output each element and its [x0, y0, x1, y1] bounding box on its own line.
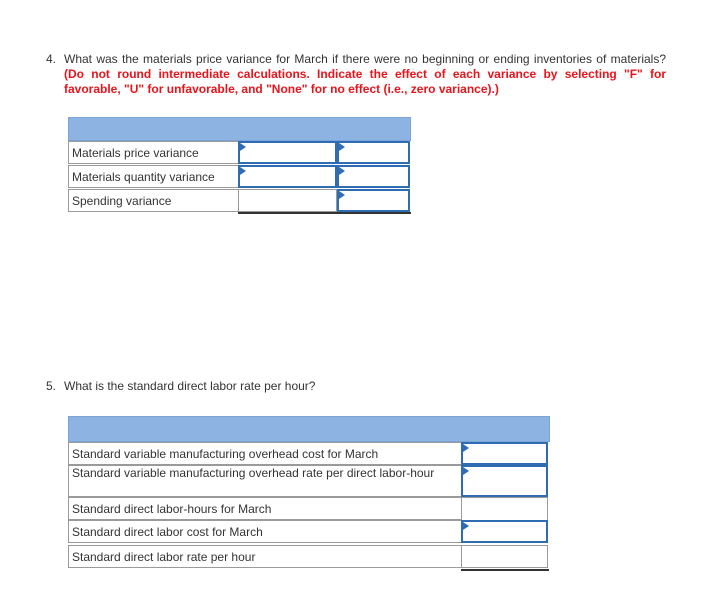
table-row [68, 442, 550, 466]
input-flag-icon [463, 522, 469, 530]
table-row [68, 141, 411, 165]
std-direct-labor-rate-input[interactable] [461, 545, 548, 568]
row-label-std-var-mfg-overhead-cost: Standard variable manufacturing overhead cost for March [68, 442, 461, 465]
labor-rate-table-header [68, 416, 550, 442]
question-5 [46, 379, 666, 394]
input-flag-icon [339, 143, 345, 151]
question-5-number: 5. [46, 379, 57, 393]
variance-table-header [68, 117, 411, 141]
table-bottom-rule [238, 212, 411, 214]
input-flag-icon [463, 467, 469, 475]
table-row [68, 497, 550, 521]
input-flag-icon [339, 167, 345, 175]
input-flag-icon [463, 444, 469, 452]
row-label-spending-variance: Spending variance [68, 189, 238, 212]
materials-price-variance-amount-input[interactable] [238, 141, 337, 164]
input-flag-icon [339, 191, 345, 199]
question-4 [46, 52, 666, 97]
row-label-std-direct-labor-hours: Standard direct labor-hours for March [68, 497, 461, 520]
spending-variance-amount-input[interactable] [238, 189, 337, 212]
input-flag-icon [240, 167, 246, 175]
row-label-std-var-mfg-overhead-rate: Standard variable manufacturing overhead rate per direct labor-hour [68, 465, 461, 497]
input-flag-icon [240, 143, 246, 151]
std-direct-labor-hours-input[interactable] [461, 497, 548, 520]
spending-variance-effect-select[interactable] [337, 189, 410, 212]
materials-quantity-variance-effect-select[interactable] [337, 165, 410, 188]
table-row [68, 189, 411, 213]
labor-rate-table [68, 416, 550, 574]
row-label-std-direct-labor-cost: Standard direct labor cost for March [68, 520, 461, 543]
question-4-instruction: (Do not round intermediate calculations. Indicate the effect of each variance by selecting "F" for favorable, "U" for unfavorable, and "None" for no effect (i.e., zero variance).) [64, 67, 666, 96]
table-row [68, 520, 550, 544]
variance-table [68, 117, 411, 215]
question-5-prompt: What is the standard direct labor rate per hour? [64, 379, 316, 393]
question-4-text [64, 52, 666, 97]
row-label-materials-quantity-variance: Materials quantity variance [68, 165, 238, 188]
table-row [68, 545, 550, 569]
std-direct-labor-cost-input[interactable] [461, 520, 548, 543]
row-label-std-direct-labor-rate: Standard direct labor rate per hour [68, 545, 461, 568]
std-var-mfg-overhead-rate-input[interactable] [461, 465, 548, 497]
materials-quantity-variance-amount-input[interactable] [238, 165, 337, 188]
materials-price-variance-effect-select[interactable] [337, 141, 410, 164]
table-bottom-rule [461, 569, 549, 571]
table-row [68, 165, 411, 189]
table-row [68, 465, 550, 497]
row-label-materials-price-variance: Materials price variance [68, 141, 238, 164]
question-4-number: 4. [46, 52, 57, 66]
question-4-prompt: What was the materials price variance for March if there were no beginning or ending inventories of materials? [64, 52, 666, 66]
question-5-text [64, 379, 666, 394]
std-var-mfg-overhead-cost-input[interactable] [461, 442, 548, 465]
